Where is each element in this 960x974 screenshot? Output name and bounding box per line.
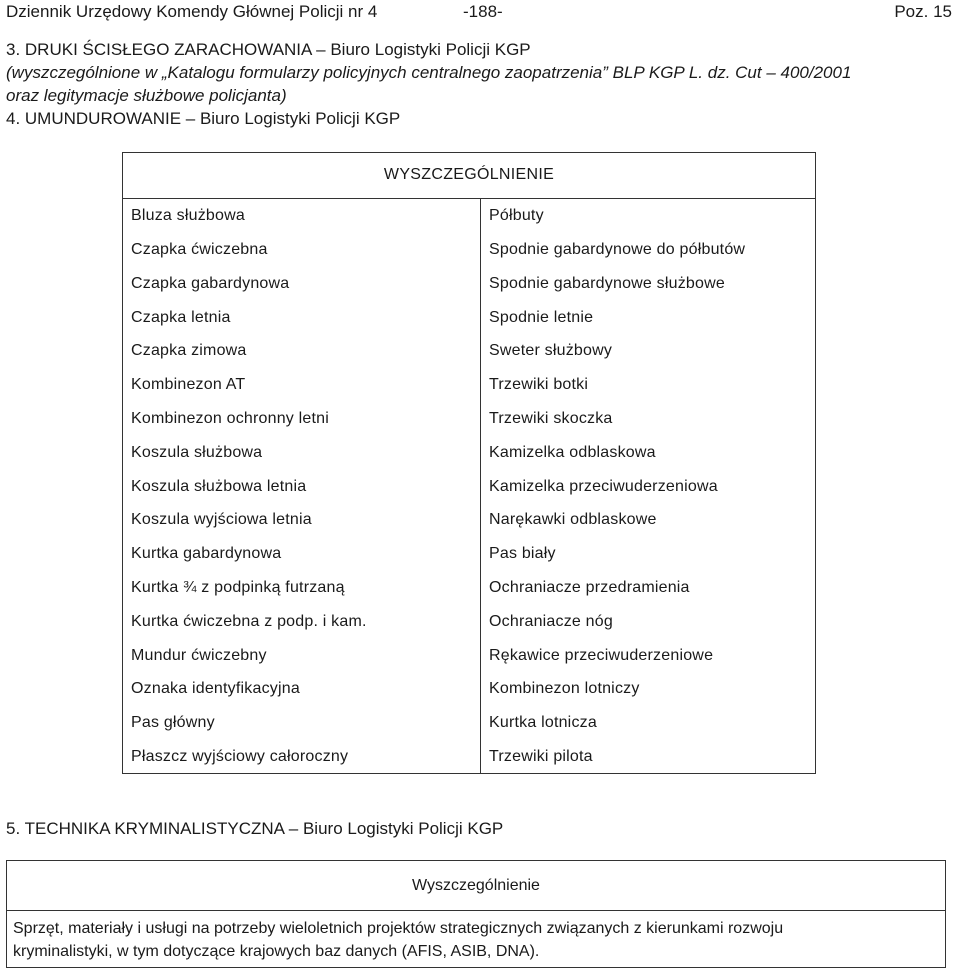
uniform-item: Spodnie gabardynowe służbowe [489,275,725,292]
section-4-title: 4. UMUNDUROWANIE – Biuro Logistyki Policji KGP [6,109,401,128]
section-3-note-line2: oraz legitymacje służbowe policjanta) [6,86,287,105]
uniform-item: Kamizelka przeciwuderzeniowa [489,478,718,495]
technika-table [6,860,946,968]
uniform-item: Pas główny [131,714,215,731]
journal-title: Dziennik Urzędowy Komendy Głównej Policji nr 4 [6,2,378,21]
uniform-item: Koszula służbowa letnia [131,478,307,495]
page-number: -188- [463,2,503,21]
uniform-item: Mundur ćwiczebny [131,647,267,664]
section-3-title: 3. DRUKI ŚCISŁEGO ZARACHOWANIA – Biuro Logistyki Policji KGP [6,40,531,59]
uniform-item: Ochraniacze nóg [489,613,613,630]
uniform-item: Spodnie gabardynowe do półbutów [489,241,746,258]
uniform-item: Kurtka ćwiczebna z podp. i kam. [131,613,367,630]
uniform-left-column [123,199,481,773]
uniform-item: Kurtka ¾ z podpinką futrzaną [131,579,345,596]
uniform-item: Półbuty [489,207,544,224]
uniform-item: Kombinezon ochronny letni [131,410,330,427]
technika-table-header: Wyszczególnienie [7,861,945,911]
uniform-item: Płaszcz wyjściowy całoroczny [131,748,349,765]
uniform-item: Bluza służbowa [131,207,245,224]
uniform-item: Spodnie letnie [489,309,594,326]
uniform-right-column [481,199,815,773]
technika-table-row [13,917,941,963]
position-number: Poz. 15 [894,2,952,21]
uniform-item: Kurtka lotnicza [489,714,597,731]
uniform-item: Kurtka gabardynowa [131,545,282,562]
section-3-note-line1: (wyszczególnione w „Katalogu formularzy policyjnych centralnego zaopatrzenia” BLP KGP L. dz. Cut – 400/2001 [6,63,852,82]
uniform-item: Koszula wyjściowa letnia [131,511,312,528]
uniform-item: Trzewiki pilota [489,748,593,765]
uniform-item: Sweter służbowy [489,342,613,359]
uniform-item: Trzewiki skoczka [489,410,613,427]
uniform-item: Oznaka identyfikacyjna [131,680,300,697]
uniform-item: Czapka letnia [131,309,231,326]
uniform-item: Czapka ćwiczebna [131,241,268,258]
page-header [6,2,952,24]
uniform-item: Ochraniacze przedramienia [489,579,690,596]
uniform-item: Kombinezon lotniczy [489,680,640,697]
uniform-item: Koszula służbowa [131,444,263,461]
uniform-table-header: WYSZCZEGÓLNIENIE [123,153,815,199]
uniform-item: Rękawice przeciwuderzeniowe [489,647,714,664]
uniform-table [122,152,816,774]
uniform-item: Czapka zimowa [131,342,247,359]
uniform-item: Pas biały [489,545,556,562]
technika-row-line2: kryminalistyki, w tym dotyczące krajowych baz danych (AFIS, ASIB, DNA). [13,943,540,960]
technika-row-line1: Sprzęt, materiały i usługi na potrzeby wieloletnich projektów strategicznych związanych z kierunkami rozwoju [13,920,784,937]
uniform-item: Narękawki odblaskowe [489,511,657,528]
uniform-item: Trzewiki botki [489,376,589,393]
uniform-item: Czapka gabardynowa [131,275,290,292]
section-5-title: 5. TECHNIKA KRYMINALISTYCZNA – Biuro Logistyki Policji KGP [6,819,504,838]
uniform-item: Kamizelka odblaskowa [489,444,656,461]
uniform-item: Kombinezon AT [131,376,246,393]
